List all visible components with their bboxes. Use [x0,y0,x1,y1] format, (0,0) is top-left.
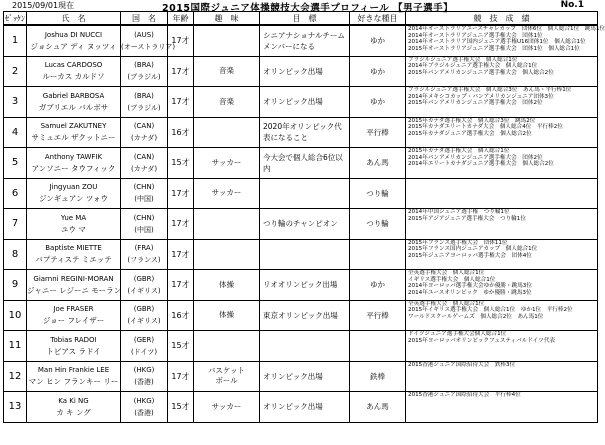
athlete-name-en: Ka Ki NG [58,396,89,405]
bib-number: 3 [4,87,27,118]
favorite-event: 鉄棒 [350,361,406,392]
result-line: 2015年パンアメリカンジュニア選手権大会 個人総合2位 [408,69,554,76]
competition-results [406,178,598,209]
athlete-goal [260,331,350,362]
country-code: (HKG) [133,366,155,375]
result-line: 2014年中国ジュニア選手権 つり輪1位 [408,209,510,215]
result-line: 2014年メキシコカップ・パンアメリカンジュニア団体3位 [408,93,554,100]
competition-results [406,331,598,362]
athlete-hobby [194,178,260,209]
competition-results [406,300,598,331]
hobby-text: バスケットボール [207,366,246,386]
bib-number: 10 [4,300,27,331]
favorite-event: ゆか [350,25,406,56]
athlete-name-ja: アンソニー タウフィック [31,163,116,173]
country-code: (CHN) [133,213,155,222]
athlete-country [121,239,168,270]
competition-results [406,148,598,179]
bib-number: 13 [4,392,27,423]
athlete-row [4,148,598,179]
athlete-name-en: Lucas CARDOSO [44,61,103,70]
favorite-event: あん馬 [350,392,406,423]
athlete-hobby [194,148,260,179]
bib-number: 2 [4,56,27,87]
favorite-event: あん馬 [350,148,406,179]
athlete-name [27,209,121,240]
favorite-event [350,331,406,362]
result-line: 2015香港ジュニア国際招待大会 鉄棒3位 [408,361,516,368]
col-header-results: 競 技 成 績 [406,12,598,26]
athlete-name-ja: ルーカス カルドソ [42,72,105,82]
athlete-hobby [194,331,260,362]
result-line: 全英選手権大会 個人総合1位 [408,300,485,307]
col-header-no: ｾﾞｯｹﾝ [4,12,27,26]
hobby-text: サッカー [211,188,242,198]
athlete-name-en: Joe FRASER [53,305,94,314]
athlete-name-ja: ジョシュア ディ ヌッツィ [30,41,117,51]
athlete-row [4,331,598,362]
hobby-text: 音楽 [219,96,234,106]
athlete-hobby [194,209,260,240]
bib-number: 5 [4,148,27,179]
athlete-goal: オリンピック出場 [260,361,350,392]
result-line: イギリス選手権大会 個人総合1位 [408,276,496,283]
country-name: (カナダ) [130,164,158,173]
hobby-text: 体操 [219,310,234,320]
athlete-row [4,209,598,240]
result-line: 2015年フランス選手権大会 団体11位 [408,239,508,246]
athlete-name [27,87,121,118]
athlete-name [27,239,121,270]
athlete-goal: オリンピック出場 [260,87,350,118]
athlete-hobby [194,56,260,87]
athlete-name-ja: トビアス ラドイ [46,346,101,356]
country-code: (FRA) [134,244,154,253]
athlete-name [27,25,121,56]
athlete-name [27,270,121,301]
athlete-row [4,270,598,301]
athlete-goal: 東京オリンピック出場 [260,300,350,331]
athlete-country [121,209,168,240]
athlete-country [121,361,168,392]
result-line: 2014年オーストラリアジュニア選手権大会 団体1位 [408,32,543,39]
hobby-text: サッカー [211,401,242,411]
result-line: 2015年パンアメリカンジュニア選手権大会 団体2位 [408,100,543,107]
favorite-event: 平行棒 [350,117,406,148]
sheet-title: 2015国際ジュニア体操競技大会選手プロフィール 【男子選手】 [162,3,454,14]
athlete-country [121,117,168,148]
athlete-name-en: Baptiste MIETTE [45,244,102,253]
athlete-country [121,87,168,118]
athlete-name-ja: マン ヒン フランキー リー [28,377,119,387]
athlete-country [121,331,168,362]
athlete-hobby [194,270,260,301]
athlete-name-en: Gabriel BARBOSA [42,91,105,100]
col-header-hobby: 趣 味 [194,12,260,26]
athlete-row [4,392,598,423]
athlete-age: 15才 [168,392,194,423]
athlete-hobby [194,87,260,118]
competition-results [406,56,598,87]
athlete-name-en: Tobias RADOI [50,335,97,344]
athlete-row [4,56,598,87]
country-name: (イギリス) [127,317,161,326]
athlete-name [27,117,121,148]
athlete-name-en: Samuel ZAKUTNEY [40,122,107,131]
result-line: 2015年ヨーロッパオリンピックフェスティバルドイツ代表 [408,337,556,344]
favorite-event: ゆか [350,87,406,118]
country-name: (オーストラリア) [121,42,176,51]
result-line: 2014年ヨーロッパ選手権大会ゆか優勝・跳馬3位 [408,283,532,290]
athlete-table [3,11,605,423]
hobby-text: 体操 [219,279,234,289]
result-line: 2014年オーストラリアユースチャレカップ 団体6位 個人総合1位 跳馬1位 [408,26,605,32]
competition-results [406,239,598,270]
country-code: (CHN) [133,183,155,192]
favorite-event: ゆか [350,56,406,87]
athlete-row [4,300,598,331]
country-code: (GER) [133,335,155,344]
favorite-event: つり輪 [350,178,406,209]
athlete-row [4,178,598,209]
athlete-age: 17才 [168,178,194,209]
country-name: (ドイツ) [130,347,158,356]
athlete-goal: シニアナショナルチームメンバーになる [260,25,350,56]
athlete-goal [260,178,350,209]
hobby-text: サッカー [211,157,242,167]
competition-results [406,270,598,301]
athlete-name [27,148,121,179]
athlete-goal [260,239,350,270]
bib-number: 1 [4,25,27,56]
result-line: 2014年エリートカナダジュニア選手権大会 個人総合2位 [408,161,554,168]
bib-number: 11 [4,331,27,362]
result-line: 2014年パンアメリカンジュニア選手権大会 団体2位 [408,154,543,161]
competition-results [406,25,605,56]
result-line: 2015年アジアジュニア選手権大会 つり輪1位 [408,215,526,222]
athlete-rows [4,25,605,422]
athlete-age: 15才 [168,331,194,362]
athlete-row [4,87,598,118]
page-number: No.1 [560,0,584,10]
competition-results [406,117,598,148]
athlete-row [4,239,598,270]
result-line: 2014年ブラジルジュニア選手権大会 個人総合1位 [408,63,538,70]
athlete-country [121,25,176,56]
athlete-age: 16才 [168,300,194,331]
athlete-hobby [194,392,260,423]
athlete-name [27,178,121,209]
competition-results [406,361,598,392]
athlete-name-en: Joshua DI NUCCI [44,30,103,39]
athlete-hobby [194,300,260,331]
hobby-text: 音楽 [219,66,234,76]
athlete-age: 17才 [168,56,194,87]
country-code: (BRA) [134,91,154,100]
athlete-name-en: Anthony TAWFIK [44,152,103,161]
country-code: (GBR) [133,274,155,283]
athlete-hobby [194,117,260,148]
competition-results [406,87,598,118]
country-code: (GBR) [133,305,155,314]
bib-number: 4 [4,117,27,148]
result-line: 全英選手権大会 個人総合1位 [408,270,485,276]
athlete-name [27,331,121,362]
bib-number: 8 [4,239,27,270]
result-line: ドイツジュニア選手権大会個人総合1位 [408,331,507,337]
athlete-country [121,300,168,331]
result-line: 2015年イギリス選手権大会 個人総合1位 ゆか1位 平行棒2位 [408,307,573,314]
athlete-name-ja: ガブリエル バルボサ [38,102,109,112]
athlete-name [27,361,121,392]
favorite-event: ゆか [350,270,406,301]
country-name: (香港) [134,408,154,417]
competition-results [406,209,598,240]
result-line: 2015年フランス国内ジュニアカップ 個人総合1位 [408,246,538,253]
athlete-name-en: Giarnni REGINI-MORAN [33,274,114,283]
country-code: (HKG) [133,396,155,405]
athlete-age: 16才 [168,117,194,148]
bib-number: 7 [4,209,27,240]
result-line: 2014年ユースオリンピック ゆか優勝・跳馬3位 [408,289,532,296]
favorite-event: つり輪 [350,209,406,240]
athlete-country [121,148,168,179]
bib-number: 12 [4,361,27,392]
athlete-name-ja: カ キ ング [56,407,91,417]
athlete-age: 15才 [168,148,194,179]
result-line: 2015香港ジュニア国際招待大会 平行棒4位 [408,392,521,398]
athlete-name [27,56,121,87]
athlete-name-ja: ジョー フレイザー [42,316,105,326]
athlete-hobby [194,361,260,392]
result-line: 2015年カナダ選手権大会 個人総合1位 [408,148,510,154]
athlete-row [4,25,598,56]
athlete-country [121,392,168,423]
favorite-event [350,239,406,270]
country-name: (カナダ) [130,134,158,143]
athlete-age: 17才 [168,87,194,118]
result-line: 2015年カナダ選手権大会 個人総合3位 跳馬2位 [408,117,536,124]
athlete-age: 17才 [168,270,194,301]
country-name: (イギリス) [127,286,161,295]
athlete-goal: 2020年オリンピック代表になること [260,117,350,148]
athlete-goal: つり輪のチャンピオン [260,209,350,240]
athlete-name-en: Jingyuan ZOU [49,183,98,192]
result-line: ワールドスクールゲームズ 個人総合2位 あん馬1位 [408,313,544,320]
athlete-name-ja: ジンギュアン ツォウ [38,194,109,204]
result-line: ブラジルジュニア選手権大会 個人総合1位 [408,56,518,63]
athlete-goal: 今大会で個人総合6位以内 [260,148,350,179]
competition-results [406,392,598,423]
country-name: (ブラジル) [127,73,161,82]
result-line: 2014年オーストラリア国内ジュニア選手権U16団体1位 個人総合1位 [408,39,586,46]
athlete-row [4,361,598,392]
col-header-name: 氏 名 [27,12,121,26]
athlete-hobby [194,239,260,270]
col-header-country: 国 名 [121,12,168,26]
country-name: (ブラジル) [127,103,161,112]
favorite-event: 平行棒 [350,300,406,331]
athlete-age: 17才 [168,25,194,56]
athlete-age: 17才 [168,239,194,270]
country-name: (中国) [134,225,154,234]
athlete-name-ja: ジャニー レジーニ モーラン [27,285,122,295]
athlete-hobby [194,25,260,56]
athlete-name-ja: ユウ マ [61,224,86,234]
athlete-row [4,117,598,148]
header-row [4,12,598,26]
bib-number: 6 [4,178,27,209]
country-name: (中国) [134,195,154,204]
bib-number: 9 [4,270,27,301]
athlete-goal: オリンピック出場 [260,56,350,87]
result-line: 2015年カナダエリートカナダ大会 個人総合4位 平行棒2位 [408,124,563,131]
athlete-goal: リオオリンピック出場 [260,270,350,301]
athlete-name [27,392,121,423]
result-line: ブラジルジュニア選手権大会 個人総合3位 あん馬・平行棒1位 [408,87,572,93]
country-name: (フランス) [127,256,161,265]
athlete-name-ja: バプティステ ミエッテ [35,255,112,265]
country-name: (香港) [134,378,154,387]
result-line: 2015年ジュニアヨーロッパ選手権大会 団体4位 [408,252,532,259]
athlete-country [121,56,168,87]
athlete-age: 17才 [168,361,194,392]
country-code: (BRA) [134,61,154,70]
as-of-date: 2015/09/01現在 [12,1,75,10]
athlete-goal: オリンピック出場 [260,392,350,423]
athlete-country [121,178,168,209]
col-header-age: 年齢 [168,12,194,26]
result-line: 2015年オーストラリアジュニア選手権大会 団体1位 個人総合1位 [408,45,580,52]
col-header-goal: 目 標 [260,12,350,26]
country-code: (CAN) [133,122,155,131]
athlete-name-en: Yue MA [60,213,87,222]
athlete-name-en: Man Hin Frankie LEE [37,366,110,375]
col-header-event: 好きな種目 [350,12,406,26]
country-code: (CAN) [133,152,155,161]
result-line: 2015年カナダジュニア選手権大会 個人総合2位 [408,130,532,137]
athlete-age: 17才 [168,209,194,240]
athlete-name [27,300,121,331]
athlete-name-ja: サミュエル ザクットニー [31,133,116,143]
country-code: (AUS) [134,30,154,39]
athlete-country [121,270,168,301]
